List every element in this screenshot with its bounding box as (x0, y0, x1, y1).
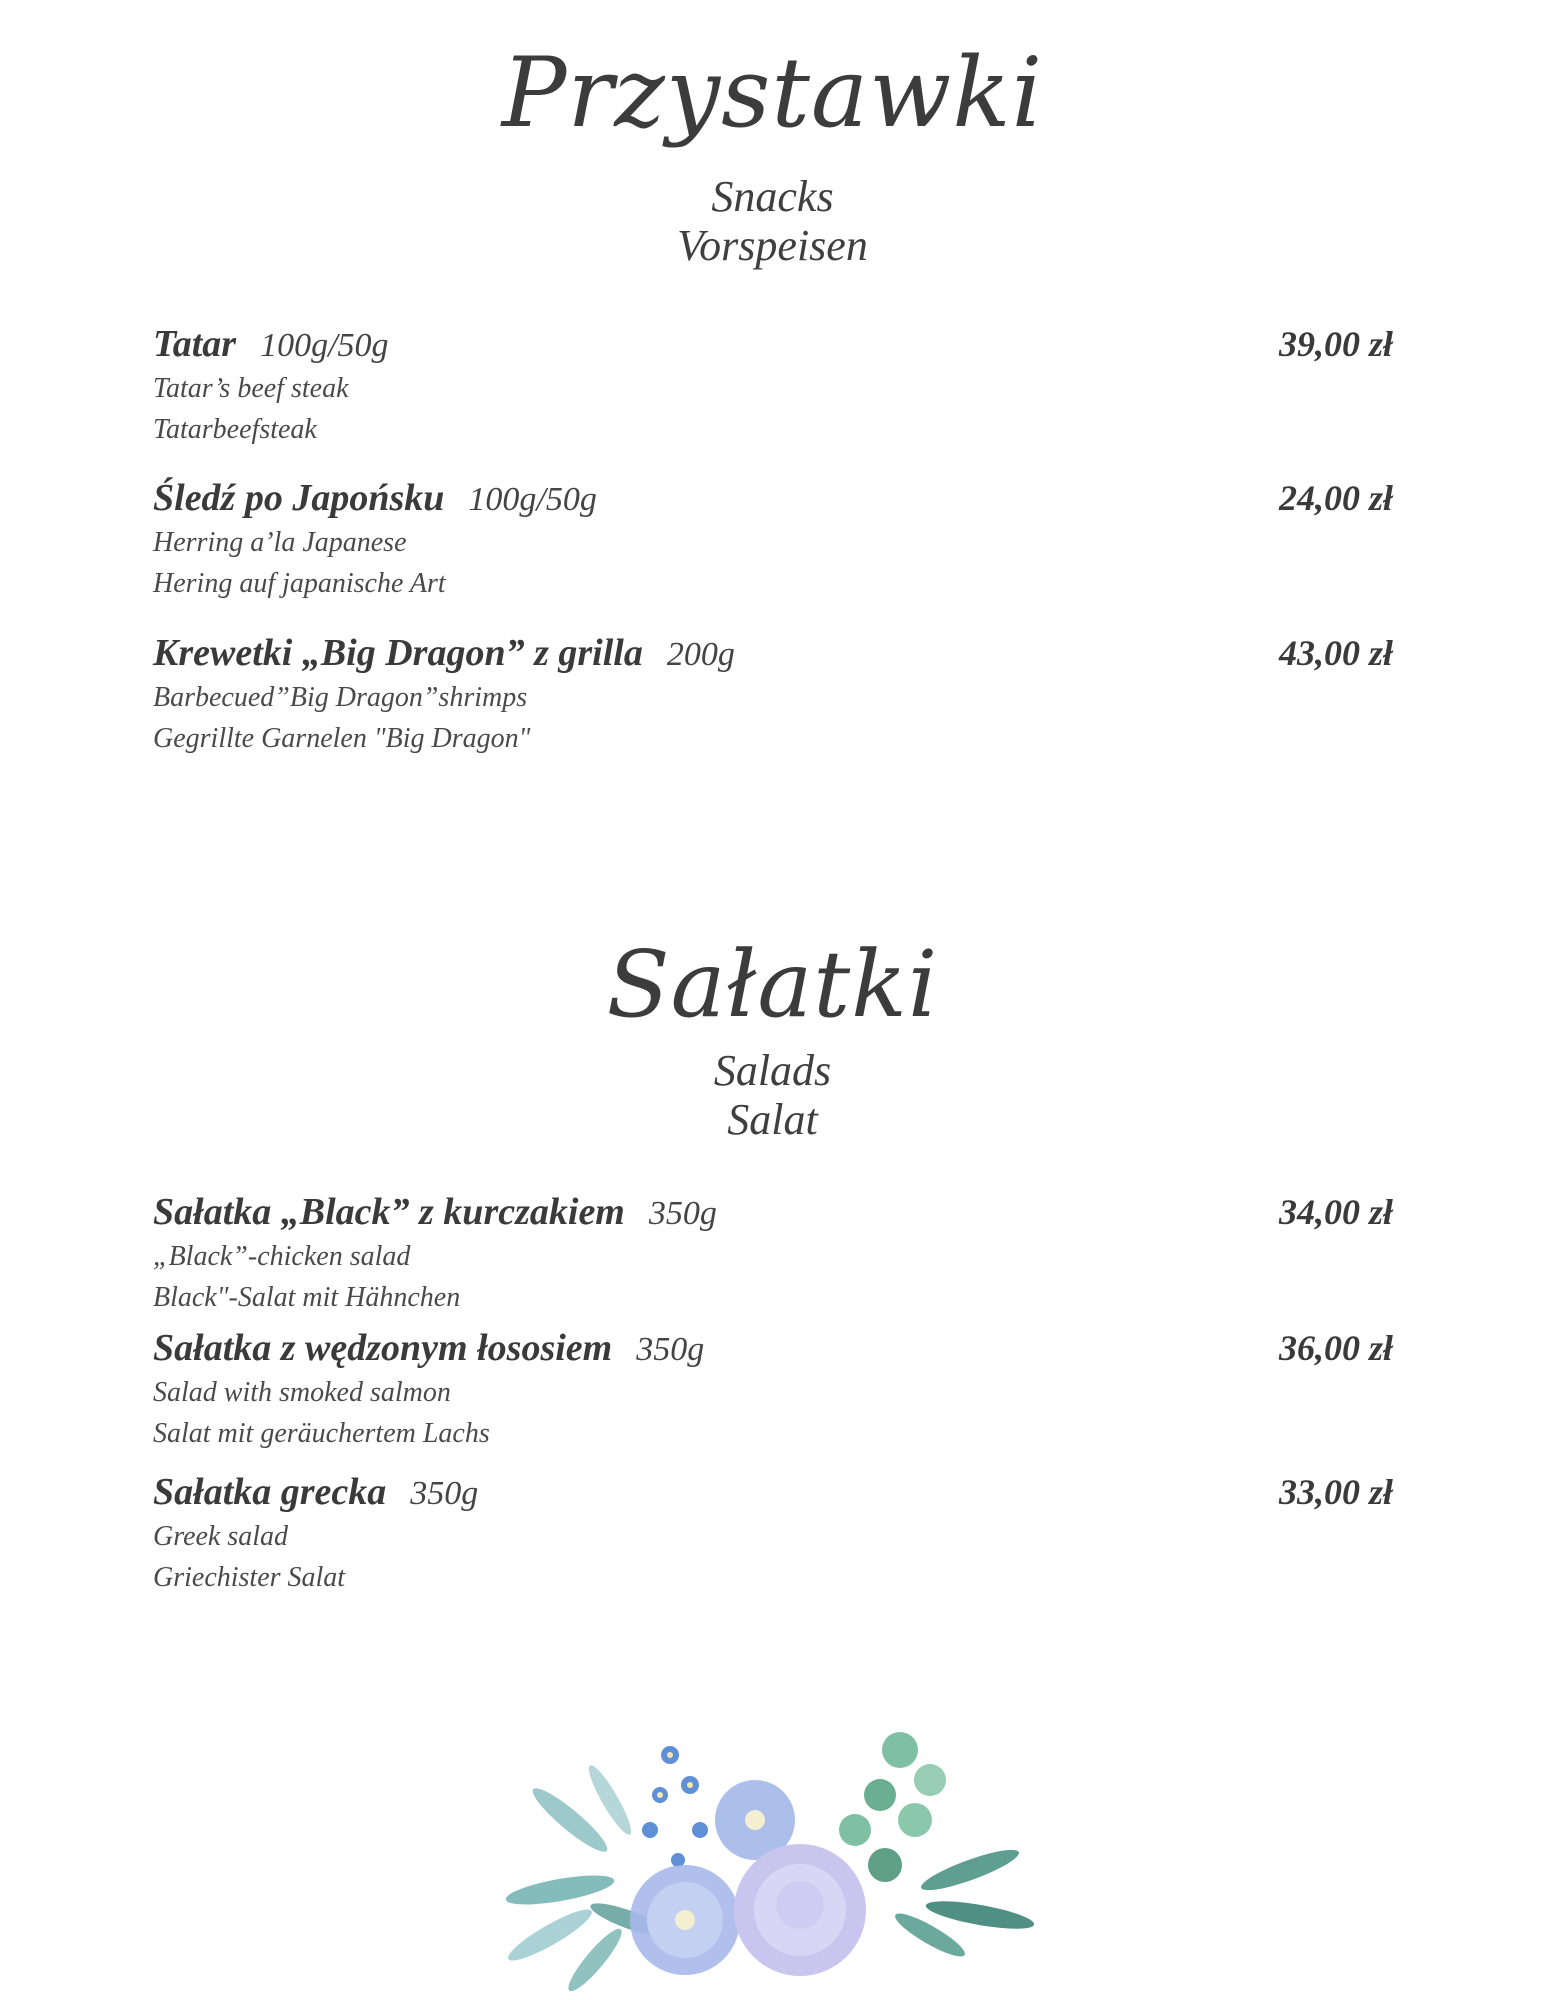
section-subtitle-de: Salat (727, 1095, 818, 1144)
item-desc-en: Salad with smoked salmon (153, 1377, 451, 1408)
leaf-cluster-left-icon (503, 1761, 672, 1996)
item-weight: 350g (636, 1331, 705, 1368)
daisy-flower-icon (630, 1865, 740, 1975)
item-weight: 350g (648, 1195, 717, 1232)
item-desc-de: Griechister Salat (153, 1562, 346, 1593)
item-desc-de: Hering auf japanische Art (153, 568, 446, 599)
item-price: 43,00 zł (1278, 633, 1393, 673)
item-name: Krewetki „Big Dragon” z grilla (153, 632, 643, 674)
item-desc-de: Salat mit geräuchertem Lachs (153, 1418, 490, 1449)
item-desc-de: Gegrillte Garnelen "Big Dragon" (153, 723, 531, 754)
section-title-salatki: Sałatki (606, 931, 939, 1038)
section-subtitle-en: Snacks (711, 172, 834, 221)
item-desc-en: Barbecued”Big Dragon”shrimps (153, 682, 528, 713)
item-desc-en: Greek salad (153, 1521, 289, 1552)
item-weight: 350g (410, 1475, 479, 1512)
section-title-przystawki: Przystawki (501, 37, 1044, 149)
item-price: 33,00 zł (1278, 1472, 1393, 1512)
item-desc-de: Tatarbeefsteak (153, 414, 317, 445)
item-price: 39,00 zł (1278, 324, 1393, 364)
item-weight: 100g/50g (468, 481, 597, 518)
item-name: Sałatka „Black” z kurczakiem (153, 1191, 625, 1233)
menu-item-sledz (153, 474, 1393, 604)
item-desc-en: Herring a’la Japanese (153, 527, 407, 558)
section-subtitle-en: Salads (713, 1046, 832, 1095)
item-weight: 200g (666, 636, 735, 673)
item-desc-en: „Black”-chicken salad (153, 1241, 411, 1272)
rose-flower-icon (734, 1844, 866, 1976)
menu-item-salatka-black (153, 1188, 1393, 1318)
item-name: Sałatka z wędzonym łososiem (153, 1327, 613, 1369)
item-name: Tatar (153, 323, 237, 365)
item-price: 36,00 zł (1278, 1328, 1393, 1368)
item-name: Śledź po Japońsku (153, 477, 445, 519)
floral-decoration-icon (500, 1720, 1060, 2000)
item-desc-de: Black"-Salat mit Hähnchen (153, 1282, 461, 1313)
item-price: 24,00 zł (1278, 478, 1393, 518)
menu-item-salatka-grecka (153, 1468, 1393, 1598)
section-subtitle-de: Vorspeisen (677, 221, 868, 270)
item-name: Sałatka grecka (153, 1471, 387, 1513)
small-flowers-icon (642, 1746, 708, 1867)
menu-item-tatar (153, 320, 1393, 450)
menu-item-krewetki (153, 629, 1393, 759)
item-desc-en: Tatar’s beef steak (153, 373, 349, 404)
item-price: 34,00 zł (1278, 1192, 1393, 1232)
item-weight: 100g/50g (260, 327, 389, 364)
menu-item-salatka-losos (153, 1324, 1393, 1454)
leaf-cluster-right-icon (839, 1732, 1036, 1963)
